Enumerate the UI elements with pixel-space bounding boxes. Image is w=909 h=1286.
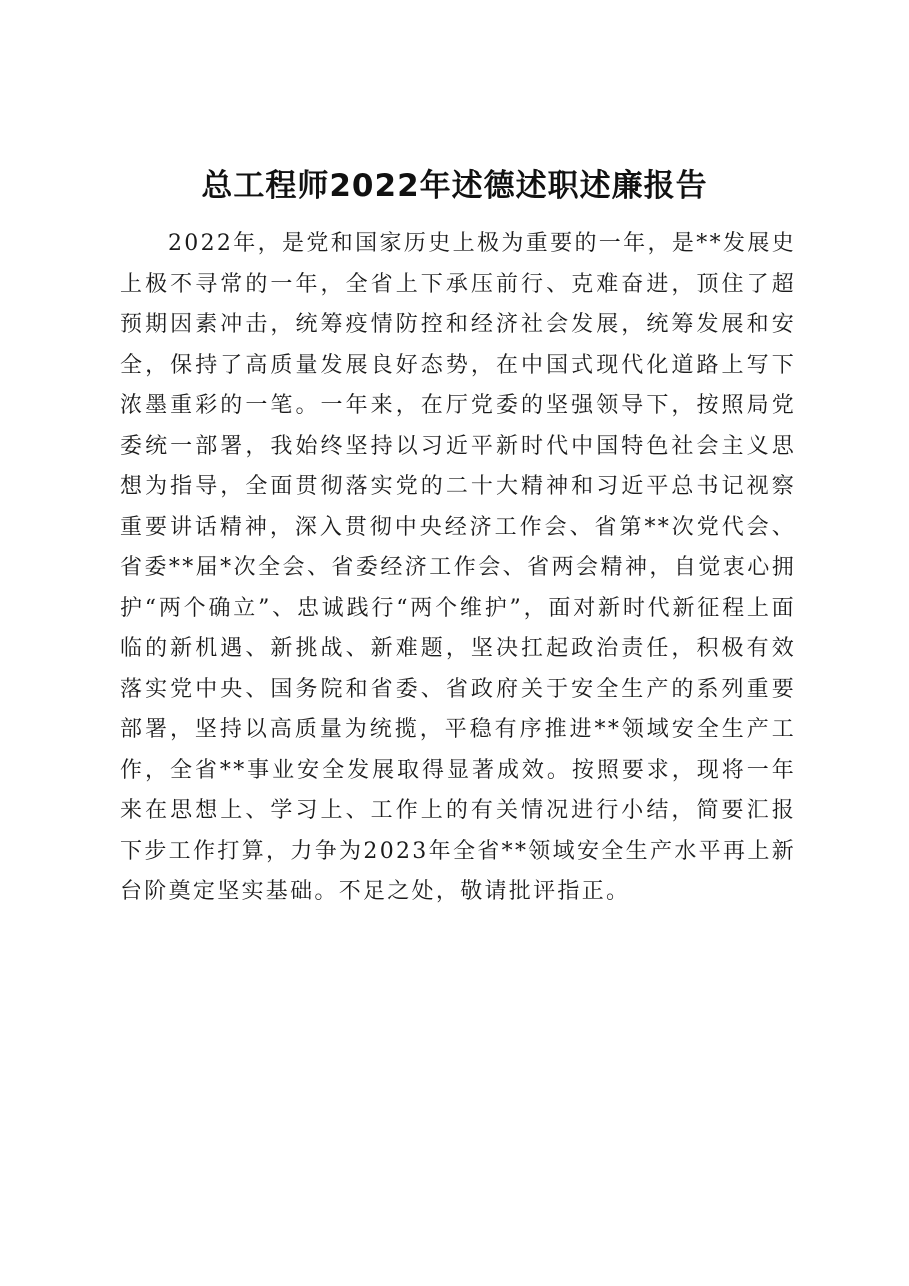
body-paragraph: 2022年，是党和国家历史上极为重要的一年，是**发展史上极不寻常的一年，全省上下承压前行、克难奋进，顶住了超预期因素冲击，统筹疫情防控和经济社会发展，统筹发展和安全，保持了高质量发展良好态势，在中国式现代化道路上写下浓墨重彩的一笔。一年来，在厅党委的坚强领导下，按照局党委统一部署，我始终坚持以习近平新时代中国特色社会主义思想为指导，全面贯彻落实党的二十大精神和习近平总书记视察重要讲话精神，深入贯彻中央经济工作会、省第**次党代会、省委**届*次全会、省委经济工作会、省两会精神，自觉衷心拥护“两个确立”、忠诚践行“两个维护”，面对新时代新征程上面临的新机遇、新挑战、新难题，坚决扛起政治责任，积极有效落实党中央、国务院和省委、省政府关于安全生产的系列重要部署，坚持以高质量为统揽，平稳有序推进**领域安全生产工作，全省**事业安全发展取得显著成效。按照要求，现将一年来在思想上、学习上、工作上的有关情况进行小结，简要汇报下步工作打算，力争为2023年全省**领域安全生产水平再上新台阶奠定坚实基础。不足之处，敬请批评指正。 <box>120 231 796 904</box>
document-title: 总工程师2022年述德述职述廉报告 <box>201 168 708 204</box>
